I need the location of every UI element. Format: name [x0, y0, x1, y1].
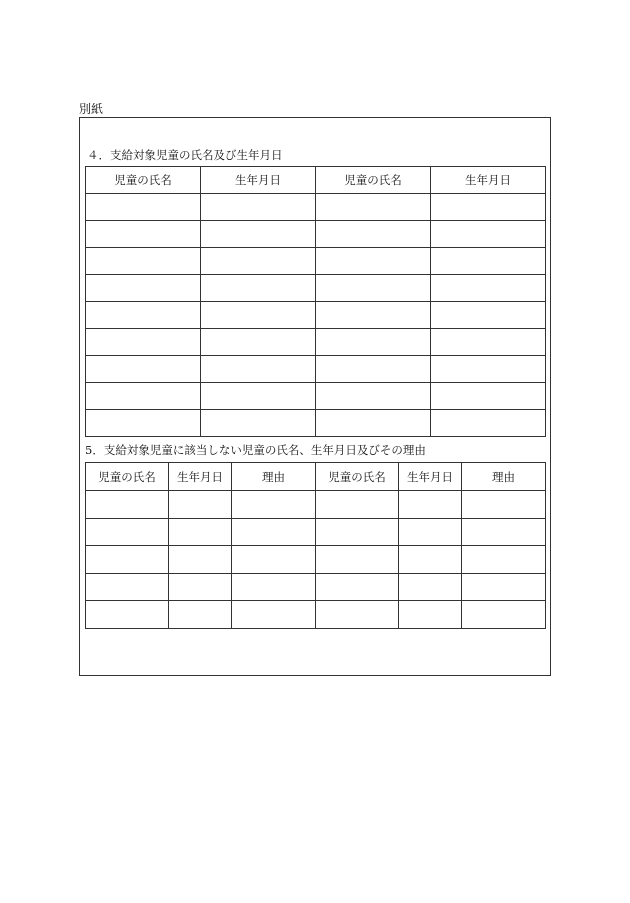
entry-cell[interactable]: [201, 383, 316, 410]
section4-row: [86, 194, 546, 221]
entry-cell[interactable]: [316, 356, 431, 383]
entry-cell[interactable]: [201, 194, 316, 221]
entry-cell[interactable]: [86, 194, 201, 221]
entry-cell[interactable]: [462, 491, 546, 519]
header-reason: 理由: [232, 463, 316, 491]
section4-row: [86, 410, 546, 437]
entry-cell[interactable]: [316, 275, 431, 302]
entry-cell[interactable]: [462, 601, 546, 629]
entry-cell[interactable]: [316, 601, 399, 629]
section4-table: [85, 166, 546, 437]
section5-table: [85, 462, 546, 629]
entry-cell[interactable]: [316, 410, 431, 437]
entry-cell[interactable]: [86, 546, 169, 574]
entry-cell[interactable]: [201, 248, 316, 275]
entry-cell[interactable]: [431, 275, 546, 302]
entry-cell[interactable]: [399, 573, 462, 601]
header-birth-date: 生年月日: [431, 167, 546, 194]
entry-cell[interactable]: [316, 194, 431, 221]
section5-title: 5．支給対象児童に該当しない児童の氏名、生年月日及びその理由: [85, 443, 426, 457]
entry-cell[interactable]: [201, 221, 316, 248]
entry-cell[interactable]: [316, 248, 431, 275]
header-birth-date: 生年月日: [399, 463, 462, 491]
entry-cell[interactable]: [232, 601, 316, 629]
section4-row: [86, 302, 546, 329]
entry-cell[interactable]: [232, 518, 316, 546]
entry-cell[interactable]: [316, 221, 431, 248]
entry-cell[interactable]: [316, 546, 399, 574]
entry-cell[interactable]: [86, 221, 201, 248]
entry-cell[interactable]: [462, 518, 546, 546]
section4-row: [86, 383, 546, 410]
attachment-label: 別紙: [79, 102, 104, 116]
entry-cell[interactable]: [399, 601, 462, 629]
entry-cell[interactable]: [431, 356, 546, 383]
entry-cell[interactable]: [169, 518, 232, 546]
entry-cell[interactable]: [431, 221, 546, 248]
entry-cell[interactable]: [86, 518, 169, 546]
entry-cell[interactable]: [232, 491, 316, 519]
entry-cell[interactable]: [431, 329, 546, 356]
entry-cell[interactable]: [399, 518, 462, 546]
section4-row: [86, 356, 546, 383]
section4-row: [86, 329, 546, 356]
header-birth-date: 生年月日: [169, 463, 232, 491]
entry-cell[interactable]: [201, 329, 316, 356]
entry-cell[interactable]: [316, 329, 431, 356]
entry-cell[interactable]: [201, 410, 316, 437]
entry-cell[interactable]: [169, 546, 232, 574]
entry-cell[interactable]: [86, 573, 169, 601]
section4-row: [86, 248, 546, 275]
section4-row: [86, 275, 546, 302]
section4-title: ４．支給対象児童の氏名及び生年月日: [87, 148, 283, 162]
section4-row: [86, 221, 546, 248]
entry-cell[interactable]: [462, 573, 546, 601]
entry-cell[interactable]: [431, 383, 546, 410]
entry-cell[interactable]: [431, 248, 546, 275]
entry-cell[interactable]: [169, 491, 232, 519]
section5-row: [86, 518, 546, 546]
entry-cell[interactable]: [86, 356, 201, 383]
entry-cell[interactable]: [86, 329, 201, 356]
entry-cell[interactable]: [431, 410, 546, 437]
entry-cell[interactable]: [86, 302, 201, 329]
entry-cell[interactable]: [462, 546, 546, 574]
header-child-name: 児童の氏名: [86, 167, 201, 194]
entry-cell[interactable]: [431, 194, 546, 221]
section5-header-row: [86, 463, 546, 491]
section5-row: [86, 601, 546, 629]
entry-cell[interactable]: [86, 275, 201, 302]
section5-row: [86, 573, 546, 601]
header-child-name: 児童の氏名: [86, 463, 169, 491]
entry-cell[interactable]: [316, 383, 431, 410]
entry-cell[interactable]: [86, 410, 201, 437]
entry-cell[interactable]: [201, 302, 316, 329]
entry-cell[interactable]: [399, 546, 462, 574]
header-birth-date: 生年月日: [201, 167, 316, 194]
entry-cell[interactable]: [201, 356, 316, 383]
entry-cell[interactable]: [201, 275, 316, 302]
entry-cell[interactable]: [316, 302, 431, 329]
entry-cell[interactable]: [316, 518, 399, 546]
entry-cell[interactable]: [431, 302, 546, 329]
header-child-name: 児童の氏名: [316, 167, 431, 194]
entry-cell[interactable]: [86, 383, 201, 410]
entry-cell[interactable]: [399, 491, 462, 519]
section5-row: [86, 546, 546, 574]
entry-cell[interactable]: [86, 491, 169, 519]
entry-cell[interactable]: [232, 573, 316, 601]
entry-cell[interactable]: [86, 601, 169, 629]
header-child-name: 児童の氏名: [316, 463, 399, 491]
entry-cell[interactable]: [169, 573, 232, 601]
entry-cell[interactable]: [169, 601, 232, 629]
section4-header-row: [86, 167, 546, 194]
entry-cell[interactable]: [86, 248, 201, 275]
entry-cell[interactable]: [316, 491, 399, 519]
header-reason: 理由: [462, 463, 546, 491]
entry-cell[interactable]: [316, 573, 399, 601]
entry-cell[interactable]: [232, 546, 316, 574]
section5-row: [86, 491, 546, 519]
